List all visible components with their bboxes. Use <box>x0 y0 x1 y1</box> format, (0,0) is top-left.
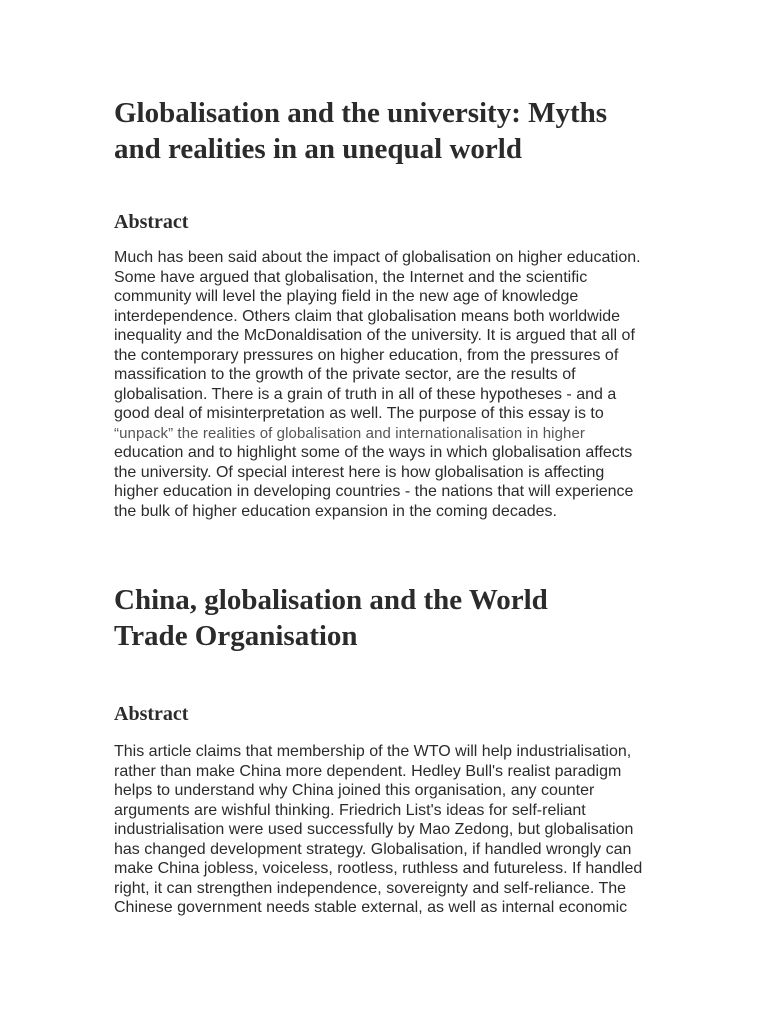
abstract-line: education and to highlight some of the ways in which globalisation affects <box>114 444 633 461</box>
abstract-line: the contemporary pressures on higher education, from the pressures of <box>114 346 619 364</box>
article-title-line: Globalisation and the university: Myths <box>114 97 608 129</box>
article-title-line: Trade Organisation <box>114 620 358 652</box>
abstract-line: interdependence. Others claim that globalisation means both worldwide <box>114 307 621 325</box>
abstract-line: good deal of misinterpretation as well. The purpose of this essay is to <box>114 405 604 422</box>
abstract-line: inequality and the McDonaldisation of the university. It is argued that all of <box>114 327 635 344</box>
abstract-line: arguments are wishful thinking. Friedrich List's ideas for self-reliant <box>114 801 586 819</box>
abstract-body <box>114 742 659 918</box>
article-title <box>114 582 659 654</box>
abstract-heading: Abstract <box>114 703 189 725</box>
article-globalisation-university <box>114 95 659 521</box>
abstract-line: Much has been said about the impact of globalisation on higher education. <box>114 249 641 266</box>
abstract-line: make China jobless, voiceless, rootless, ruthless and futureless. If handled <box>114 860 643 877</box>
abstract-line: globalisation. There is a grain of truth in all of these hypotheses - and a <box>114 385 617 403</box>
abstract-line: Some have argued that globalisation, the Internet and the scientific <box>114 268 588 286</box>
abstract-line: industrialisation were used successfully by Mao Zedong, but globalisation <box>114 821 634 838</box>
abstract-line: right, it can strengthen independence, sovereignty and self-reliance. The <box>114 879 627 897</box>
abstract-body <box>114 248 659 521</box>
abstract-line: Chinese government needs stable external, as well as internal economic <box>114 899 628 916</box>
abstract-line: “unpack” the realities of globalisation and internationalisation in higher <box>114 424 586 442</box>
article-title-line: China, globalisation and the World <box>114 584 548 616</box>
abstract-line: community will level the playing field in the new age of knowledge <box>114 288 579 305</box>
abstract-line: massification to the growth of the private sector, are the results of <box>114 366 576 383</box>
abstract-line: rather than make China more dependent. Hedley Bull's realist paradigm <box>114 762 622 780</box>
article-china-wto <box>114 582 659 918</box>
abstract-line: This article claims that membership of the WTO will help industrialisation, <box>114 743 632 760</box>
abstract-line: has changed development strategy. Globalisation, if handled wrongly can <box>114 840 632 858</box>
abstract-line: helps to understand why China joined this organisation, any counter <box>114 782 595 799</box>
abstract-line: the bulk of higher education expansion in the coming decades. <box>114 502 557 520</box>
abstract-line: higher education in developing countries - the nations that will experience <box>114 483 634 500</box>
article-title-line: and realities in an unequal world <box>114 133 522 165</box>
article-title <box>114 95 659 167</box>
abstract-line: the university. Of special interest here is how globalisation is affecting <box>114 463 605 481</box>
abstract-heading: Abstract <box>114 211 189 233</box>
